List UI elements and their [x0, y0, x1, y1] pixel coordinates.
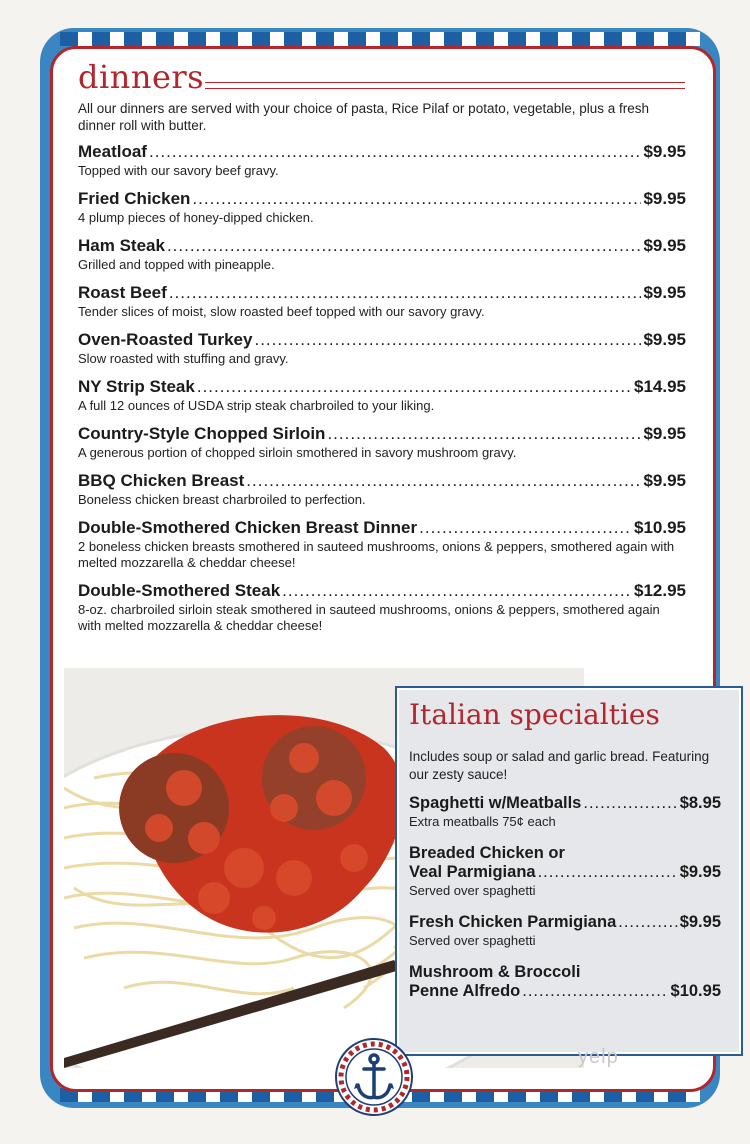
leader-dots: [327, 424, 641, 444]
item-price: $9.95: [643, 142, 686, 161]
leader-dots: [522, 982, 668, 1001]
item-name: Ham Steak: [78, 236, 165, 255]
italian-list: [409, 794, 721, 1015]
menu-item: [78, 142, 686, 179]
heading-rule: [205, 82, 685, 89]
leader-dots: [618, 913, 677, 932]
menu-item: [78, 471, 686, 508]
menu-item: [78, 330, 686, 367]
item-name: Spaghetti w/Meatballs: [409, 794, 582, 812]
leader-dots: [419, 518, 632, 538]
leader-dots: [169, 283, 642, 303]
leader-dots: [167, 236, 642, 256]
menu-item: [78, 236, 686, 273]
leader-dots: [583, 794, 677, 813]
item-description: Served over spaghetti: [409, 933, 536, 948]
leader-dots: [246, 471, 641, 491]
dinners-intro: All our dinners are served with your choice of pasta, Rice Pilaf or potato, vegetable, plus a fresh dinner roll with butter.: [78, 101, 650, 133]
menu-item: [78, 189, 686, 226]
item-price: $14.95: [634, 377, 686, 396]
item-name: Double-Smothered Chicken Breast Dinner: [78, 518, 418, 537]
menu-item: [78, 518, 686, 571]
italian-specialties-box: [395, 686, 743, 1056]
menu-item: [409, 844, 721, 899]
menu-item: [78, 581, 686, 634]
item-name: Fried Chicken: [78, 189, 191, 208]
menu-item: [78, 424, 686, 461]
item-price: $10.95: [670, 982, 721, 1000]
yelp-watermark: yelp: [578, 1046, 619, 1068]
item-description: Served over spaghetti: [409, 883, 536, 898]
item-price: $9.95: [643, 330, 686, 349]
item-price: $9.95: [679, 863, 721, 881]
item-name: Veal Parmigiana: [409, 863, 536, 881]
item-name-line1: Breaded Chicken or: [409, 844, 565, 862]
leader-dots: [149, 142, 641, 162]
item-name: Double-Smothered Steak: [78, 581, 281, 600]
item-name-line1: Mushroom & Broccoli: [409, 963, 581, 981]
item-name: Penne Alfredo: [409, 982, 521, 1000]
leader-dots: [197, 377, 632, 397]
item-price: $12.95: [634, 581, 686, 600]
item-description: Grilled and topped with pineapple.: [78, 257, 275, 272]
item-name: Country-Style Chopped Sirloin: [78, 424, 326, 443]
item-price: $9.95: [643, 236, 686, 255]
leader-dots: [254, 330, 641, 350]
leader-dots: [192, 189, 641, 209]
menu-item: [409, 794, 721, 830]
menu-item: [409, 913, 721, 949]
italian-intro: Includes soup or salad and garlic bread. Featuring our zesty sauce!: [409, 749, 710, 782]
item-price: $8.95: [679, 794, 721, 812]
menu-item: [78, 283, 686, 320]
item-description: 2 boneless chicken breasts smothered in sauteed mushrooms, onions & peppers, smothered again with melted mozzarella & cheddar cheese!: [78, 539, 675, 570]
item-price: $9.95: [643, 471, 686, 490]
item-price: $9.95: [643, 424, 686, 443]
dinners-heading: dinners: [78, 58, 205, 96]
item-description: 4 plump pieces of honey-dipped chicken.: [78, 210, 314, 225]
item-price: $9.95: [643, 189, 686, 208]
menu-item: [409, 963, 721, 1001]
leader-dots: [538, 863, 678, 882]
item-name: Meatloaf: [78, 142, 147, 161]
item-description: 8-oz. charbroiled sirloin steak smothered in sauteed mushrooms, onions & peppers, smothered again with melted mozzarella & cheddar cheese!: [78, 602, 660, 633]
leader-dots: [282, 581, 632, 601]
item-name: Oven-Roasted Turkey: [78, 330, 253, 349]
item-name: Roast Beef: [78, 283, 167, 302]
item-description: Extra meatballs 75¢ each: [409, 814, 556, 829]
item-name: Fresh Chicken Parmigiana: [409, 913, 617, 931]
italian-heading: Italian specialties: [409, 698, 660, 731]
item-description: A generous portion of chopped sirloin smothered in savory mushroom gravy.: [78, 445, 517, 460]
item-description: A full 12 ounces of USDA strip steak charbroiled to your liking.: [78, 398, 435, 413]
anchor-icon: [334, 1037, 414, 1117]
top-stripe-border: [60, 32, 700, 46]
item-description: Slow roasted with stuffing and gravy.: [78, 351, 289, 366]
item-description: Tender slices of moist, slow roasted beef topped with our savory gravy.: [78, 304, 485, 319]
item-description: Boneless chicken breast charbroiled to perfection.: [78, 492, 366, 507]
dinners-list: [78, 142, 686, 644]
item-description: Topped with our savory beef gravy.: [78, 163, 279, 178]
item-price: $9.95: [679, 913, 721, 931]
item-name: NY Strip Steak: [78, 377, 195, 396]
item-price: $10.95: [634, 518, 686, 537]
item-price: $9.95: [643, 283, 686, 302]
menu-item: [78, 377, 686, 414]
item-name: BBQ Chicken Breast: [78, 471, 245, 490]
